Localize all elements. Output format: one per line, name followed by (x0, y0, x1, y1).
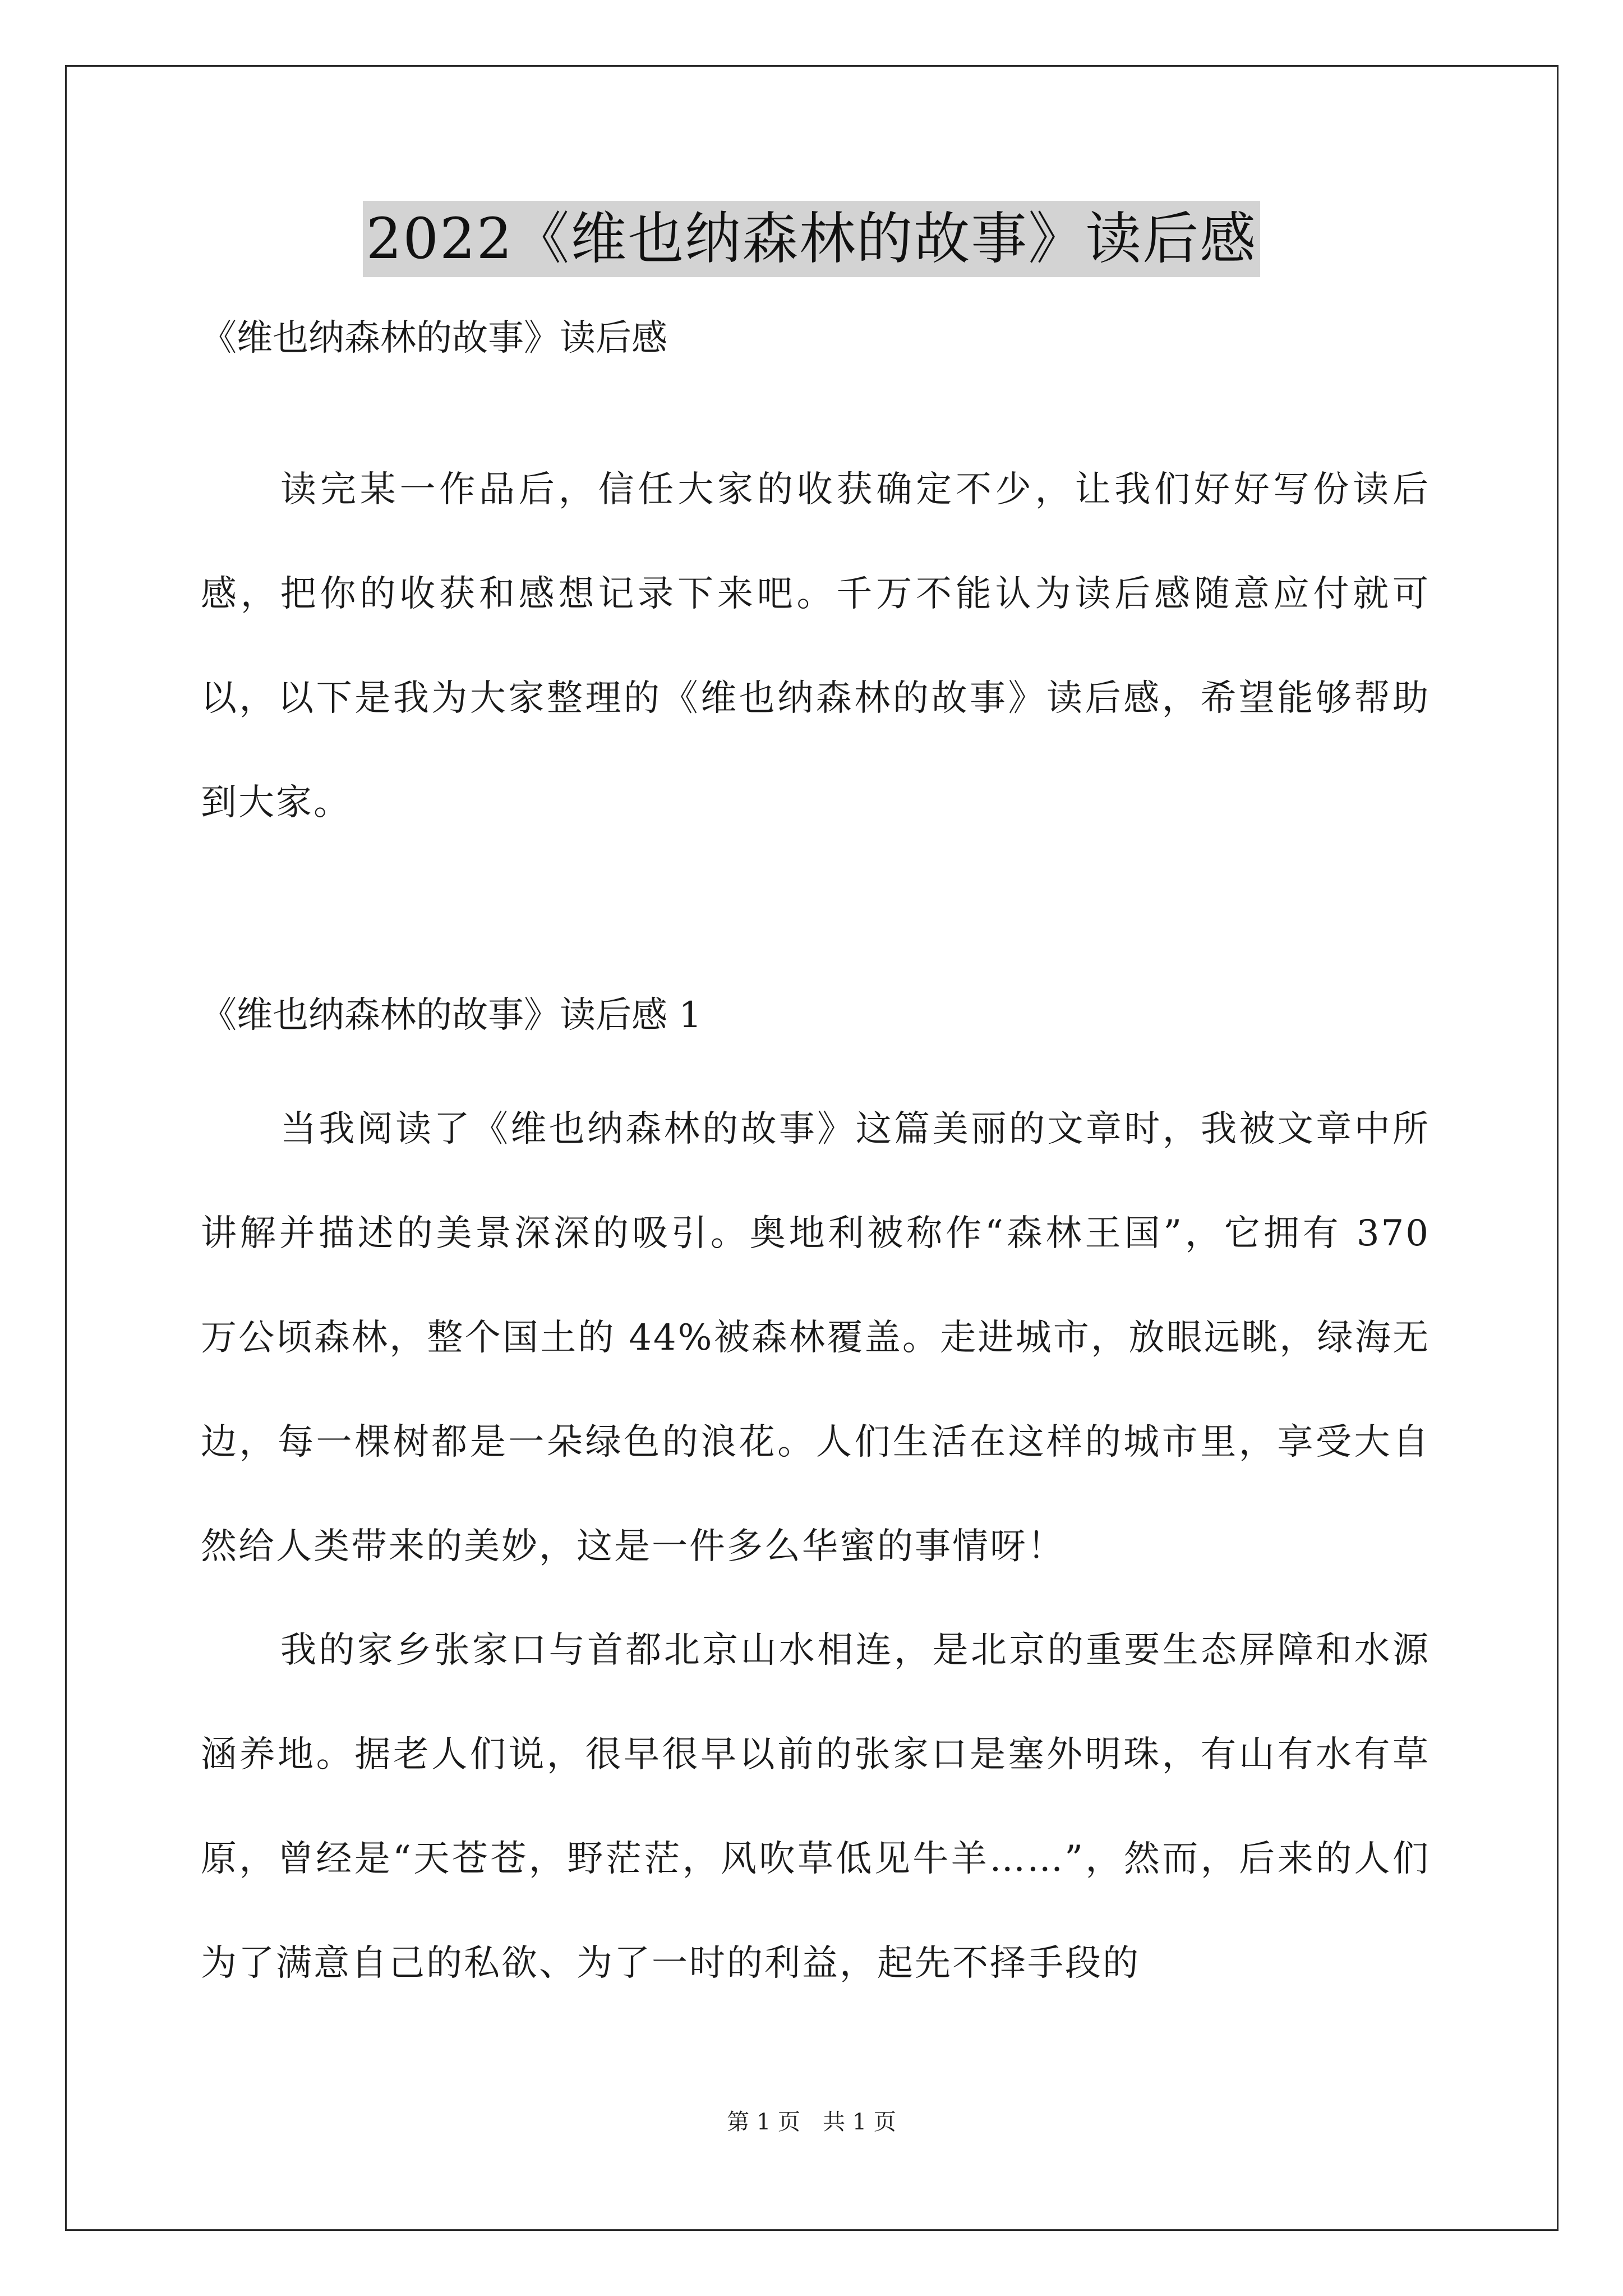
title-container (0, 201, 1623, 277)
section1-paragraph-2: 我的家乡张家口与首都北京山水相连，是北京的重要生态屏障和水源涵养地。据老人们说，很早很早以前的张家口是塞外明珠，有山有水有草原，曾经是“天苍苍，野茫茫，风吹草低见牛羊……”，然而，后来的人们为了满意自己的私欲、为了一时的利益，起先不择手段的 (201, 1630, 1430, 1984)
intro-paragraph: 读完某一作品后，信任大家的收获确定不少，让我们好好写份读后感，把你的收获和感想记录下来吧。千万不能认为读后感随意应付就可以，以下是我为大家整理的《维也纳森林的故事》读后感，希望能够帮助到大家。 (201, 469, 1430, 823)
page-footer: 第 1 页 共 1 页 (727, 2109, 896, 2135)
document-title: 2022《维也纳森林的故事》读后感 (363, 201, 1261, 277)
section1-heading: 《维也纳森林的故事》读后感 1 (201, 995, 702, 1036)
section1-paragraph-1: 当我阅读了《维也纳森林的故事》这篇美丽的文章时，我被文章中所讲解并描述的美景深深的吸引。奥地利被称作“森林王国”，它拥有 370 万公顷森林，整个国土的 44%被森林覆盖。走进城市，放眼远眺，绿海无边，每一棵树都是一朵绿色的浪花。人们生活在这样的城市里，享受大自然给人类带来的美妙，这是一件多么华蜜的事情呀！ (201, 1108, 1430, 1567)
intro-heading: 《维也纳森林的故事》读后感 (201, 318, 667, 359)
